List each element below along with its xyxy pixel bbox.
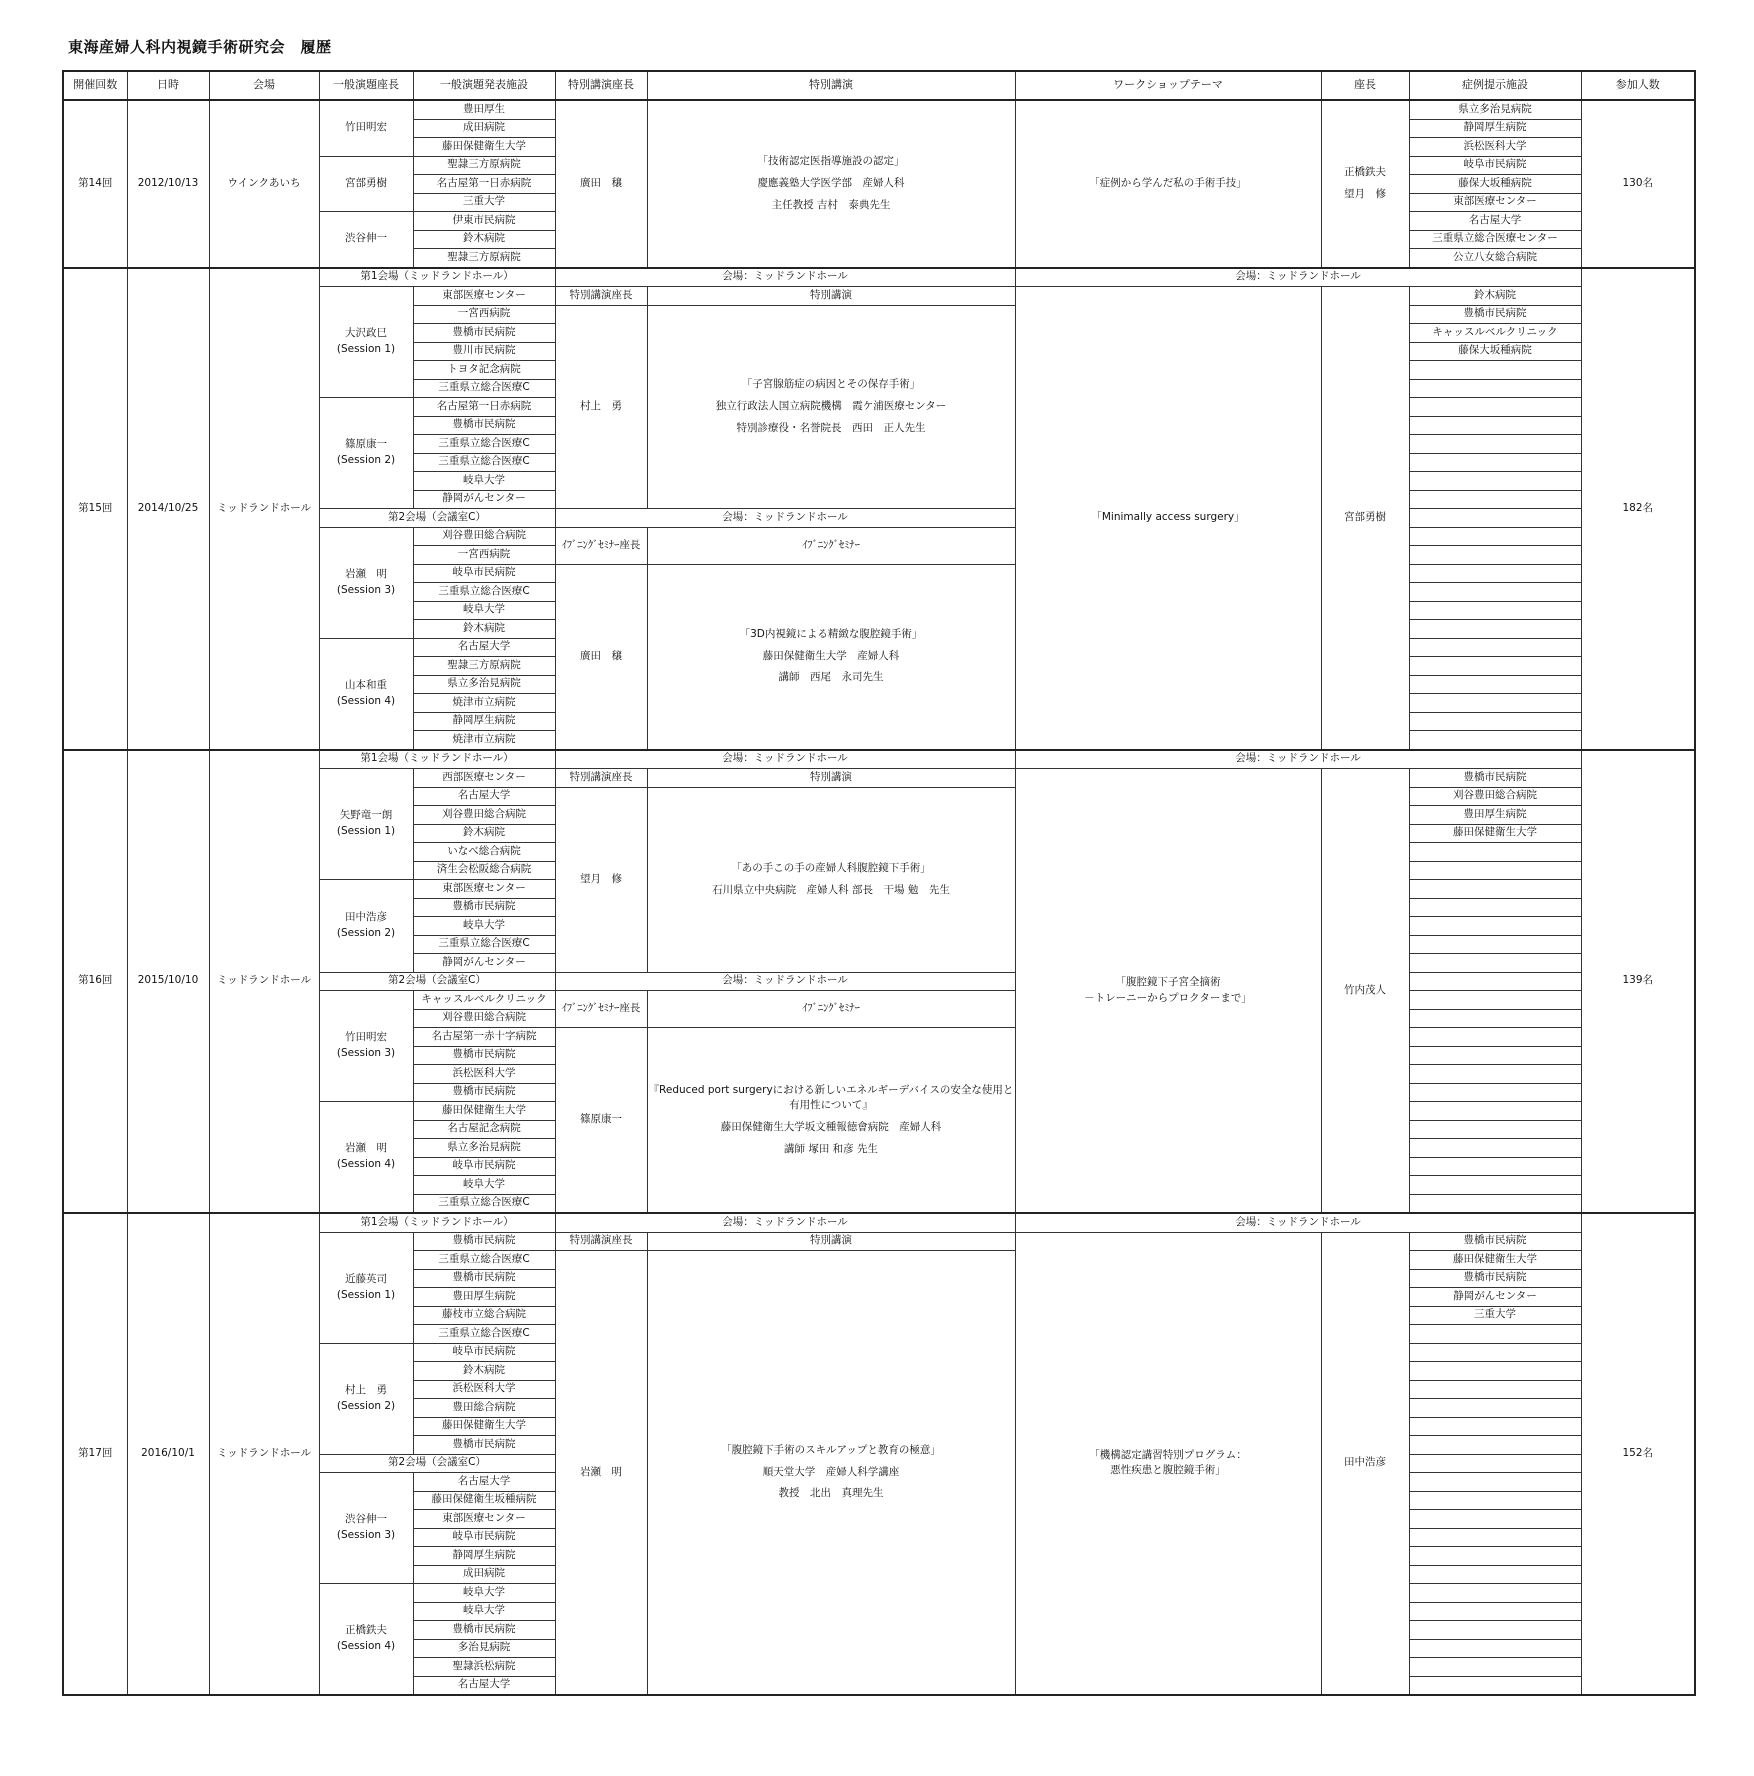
presenting-institution: 鈴木病院: [413, 1362, 555, 1381]
case-institution: 三重県立総合医療センター: [1409, 230, 1581, 249]
case-institution: [1409, 416, 1581, 435]
case-institution: 浜松医科大学: [1409, 138, 1581, 157]
presenting-institution: 豊橋市民病院: [413, 1436, 555, 1455]
presenting-institution: 静岡がんセンター: [413, 490, 555, 509]
hall-label: 第1会場（ミッドランドホール）: [319, 268, 555, 287]
case-institution: [1409, 991, 1581, 1010]
presenting-institution: 豊橋市民病院: [413, 1621, 555, 1640]
workshop-theme: 「症例から学んだ私の手術手技」: [1015, 100, 1321, 268]
special-lecture-chair: 村上 勇: [555, 305, 647, 509]
venue-note: 会場：ミッドランドホール: [555, 268, 1015, 287]
presenting-institution: 藤田保健衛生大学: [413, 1417, 555, 1436]
hall-label: 第1会場（ミッドランドホール）: [319, 750, 555, 769]
workshop-chair: [1321, 100, 1409, 268]
meeting-date: 2014/10/25: [127, 268, 209, 750]
case-institution: [1409, 1176, 1581, 1195]
presenting-institution: 済生会松阪総合病院: [413, 861, 555, 880]
attendance-count: 152名: [1581, 1213, 1695, 1695]
special-lecture-chair: 望月 修: [555, 787, 647, 972]
special-lecture-chair: 廣田 穣: [555, 100, 647, 268]
meeting-date: 2015/10/10: [127, 750, 209, 1214]
presenting-institution: 三重県立総合医療C: [413, 1194, 555, 1213]
header-cell: 参加人数: [1581, 71, 1695, 100]
evening-seminar-line: 講師 西尾 永司先生: [778, 671, 884, 684]
case-institution: [1409, 1102, 1581, 1121]
presenting-institution: 三重県立総合医療C: [413, 1251, 555, 1270]
case-institution: [1409, 1343, 1581, 1362]
workshop-theme: 「腹腔鏡下子宮全摘術 －トレーニーからプロクターまで」: [1015, 769, 1321, 1214]
case-institution: [1409, 546, 1581, 565]
presenting-institution: 豊橋市民病院: [413, 416, 555, 435]
case-institution: 藤保大坂種病院: [1409, 175, 1581, 194]
case-institution: [1409, 675, 1581, 694]
case-institution: 豊田厚生病院: [1409, 806, 1581, 825]
case-institution: 県立多治見病院: [1409, 100, 1581, 119]
case-institution: [1409, 843, 1581, 862]
presenting-institution: 三重県立総合医療C: [413, 379, 555, 398]
venue-note: 会場：ミッドランドホール: [1015, 750, 1581, 769]
workshop-theme: 「Minimally access surgery」: [1015, 287, 1321, 750]
special-lecture-chair-label: 特別講演座長: [555, 287, 647, 306]
case-institution: [1409, 731, 1581, 750]
venue-note: 会場：ミッドランドホール: [555, 972, 1015, 991]
case-institution: [1409, 1454, 1581, 1473]
workshop-chair: 田中浩彦: [1321, 1232, 1409, 1695]
header-cell: 会場: [209, 71, 319, 100]
session-chair: 岩瀬 明 (Session 4): [319, 1102, 413, 1214]
case-institution: [1409, 1139, 1581, 1158]
presenting-institution: 浜松医科大学: [413, 1065, 555, 1084]
special-lecture-line: 順天堂大学 産婦人科学講座: [762, 1465, 900, 1478]
case-institution: 藤田保健衛生大学: [1409, 824, 1581, 843]
presenting-institution: 三重大学: [413, 193, 555, 212]
presenting-institution: 静岡厚生病院: [413, 1547, 555, 1566]
case-institution: [1409, 1325, 1581, 1344]
session-chair: 矢野竜一朗 (Session 1): [319, 769, 413, 880]
header-cell: 症例提示施設: [1409, 71, 1581, 100]
presenting-institution: 豊橋市民病院: [413, 1046, 555, 1065]
table-row: [63, 750, 1695, 769]
workshop-chair-line: 正橋鉄夫: [1344, 166, 1386, 178]
workshop-theme: 「機構認定講習特別プログラム： 悪性疾患と腹腔鏡手術」: [1015, 1232, 1321, 1695]
case-institution: [1409, 1584, 1581, 1603]
case-institution: [1409, 1194, 1581, 1213]
special-lecture-label: 特別講演: [647, 1232, 1015, 1251]
special-lecture-chair-label: 特別講演座長: [555, 769, 647, 788]
case-institution: 藤田保健衛生大学: [1409, 1251, 1581, 1270]
evening-seminar: [647, 564, 1015, 750]
presenting-institution: 三重県立総合医療C: [413, 935, 555, 954]
header-cell: 特別講演座長: [555, 71, 647, 100]
case-institution: 三重大学: [1409, 1306, 1581, 1325]
session-chair: 大沢政巳 (Session 1): [319, 287, 413, 398]
case-institution: [1409, 472, 1581, 491]
presenting-institution: 聖隷三方原病院: [413, 657, 555, 676]
presenting-institution: 刈谷豊田総合病院: [413, 527, 555, 546]
case-institution: 静岡厚生病院: [1409, 119, 1581, 138]
presenting-institution: 東部医療センター: [413, 287, 555, 306]
meeting-number: 第17回: [63, 1213, 127, 1695]
presenting-institution: 岐阜大学: [413, 1584, 555, 1603]
presenting-institution: 豊田厚生: [413, 100, 555, 119]
presenting-institution: 岐阜大学: [413, 1176, 555, 1195]
evening-seminar-label: ｲﾌﾞﾆﾝｸﾞｾﾐﾅｰ: [647, 527, 1015, 564]
page-title: 東海産婦人科内視鏡手術研究会 履歴: [68, 38, 332, 56]
case-institution: [1409, 1658, 1581, 1677]
presenting-institution: 名古屋第一日赤病院: [413, 175, 555, 194]
special-lecture-line: 「子宮腺筋症の病因とその保存手術」: [741, 378, 921, 391]
case-institution: [1409, 509, 1581, 528]
session-chair: 竹田明宏 (Session 3): [319, 991, 413, 1102]
case-institution: [1409, 694, 1581, 713]
presenting-institution: 鈴木病院: [413, 230, 555, 249]
venue-note: 会場：ミッドランドホール: [1015, 268, 1581, 287]
presenting-institution: 西部医療センター: [413, 769, 555, 788]
presenting-institution: 鈴木病院: [413, 824, 555, 843]
case-institution: [1409, 1417, 1581, 1436]
presenting-institution: 伊東市民病院: [413, 212, 555, 231]
session-chair: 竹田明宏: [319, 100, 413, 156]
case-institution: 藤保大坂種病院: [1409, 342, 1581, 361]
hall-label: 第2会場（会議室C）: [319, 1454, 555, 1473]
presenting-institution: 三重県立総合医療C: [413, 453, 555, 472]
session-chair: 篠原康一 (Session 2): [319, 398, 413, 509]
case-institution: [1409, 1120, 1581, 1139]
header-cell: ワークショップテーマ: [1015, 71, 1321, 100]
case-institution: [1409, 1065, 1581, 1084]
case-institution: 豊橋市民病院: [1409, 1269, 1581, 1288]
workshop-chair: 宮部勇樹: [1321, 287, 1409, 750]
presenting-institution: キャッスルベルクリニック: [413, 991, 555, 1010]
special-lecture-chair-label: 特別講演座長: [555, 1232, 647, 1251]
presenting-institution: 岐阜市民病院: [413, 1343, 555, 1362]
presenting-institution: 三重県立総合医療C: [413, 1325, 555, 1344]
case-institution: [1409, 583, 1581, 602]
presenting-institution: 豊橋市民病院: [413, 324, 555, 343]
case-institution: [1409, 898, 1581, 917]
special-lecture-line: 石川県立中央病院 産婦人科 部長 干場 勉 先生: [712, 883, 950, 896]
presenting-institution: 岐阜大学: [413, 1602, 555, 1621]
special-lecture-label: 特別講演: [647, 287, 1015, 306]
case-institution: [1409, 1028, 1581, 1047]
hall-label: 第1会場（ミッドランドホール）: [319, 1213, 555, 1232]
case-institution: [1409, 638, 1581, 657]
presenting-institution: 三重県立総合医療C: [413, 583, 555, 602]
session-chair: 山本和重 (Session 4): [319, 638, 413, 750]
presenting-institution: 岐阜大学: [413, 601, 555, 620]
hall-label: 第2会場（会議室C）: [319, 509, 555, 528]
special-lecture-line: 「腹腔鏡下手術のスキルアップと教育の極意」: [721, 1443, 941, 1456]
presenting-institution: 名古屋大学: [413, 1473, 555, 1492]
evening-seminar-line: 「3D内視鏡による精緻な腹腔鏡手術」: [739, 627, 923, 640]
table-row: [63, 1213, 1695, 1232]
table-row: [63, 100, 1695, 119]
presenting-institution: 焼津市立病院: [413, 731, 555, 750]
presenting-institution: いなべ総合病院: [413, 843, 555, 862]
special-lecture-line: 慶應義塾大学医学部 産婦人科: [757, 176, 905, 189]
case-institution: [1409, 601, 1581, 620]
session-chair: 岩瀬 明 (Session 3): [319, 527, 413, 638]
special-lecture-line: 教授 北出 真理先生: [778, 1487, 884, 1500]
meeting-venue: ミッドランドホール: [209, 1213, 319, 1695]
presenting-institution: 名古屋大学: [413, 1676, 555, 1695]
workshop-chair: 竹内茂人: [1321, 769, 1409, 1214]
presenting-institution: 豊橋市民病院: [413, 1083, 555, 1102]
venue-note: 会場：ミッドランドホール: [555, 750, 1015, 769]
evening-seminar: [647, 1028, 1015, 1214]
case-institution: 公立八女総合病院: [1409, 249, 1581, 268]
case-institution: [1409, 1565, 1581, 1584]
presenting-institution: 東部医療センター: [413, 1510, 555, 1529]
header-cell: 一般演題座長: [319, 71, 413, 100]
presenting-institution: 藤田保健衛生大学: [413, 1102, 555, 1121]
presenting-institution: 刈谷豊田総合病院: [413, 806, 555, 825]
case-institution: [1409, 435, 1581, 454]
evening-seminar-line: 藤田保健衛生大学坂文種報徳會病院 産婦人科: [720, 1121, 942, 1133]
hall-label: 第2会場（会議室C）: [319, 972, 555, 991]
presenting-institution: 岐阜大学: [413, 917, 555, 936]
meeting-date: 2012/10/13: [127, 100, 209, 268]
presenting-institution: トヨタ記念病院: [413, 361, 555, 380]
header-cell: 一般演題発表施設: [413, 71, 555, 100]
presenting-institution: 聖隷浜松病院: [413, 1658, 555, 1677]
header-cell: 日時: [127, 71, 209, 100]
presenting-institution: 浜松医科大学: [413, 1380, 555, 1399]
presenting-institution: 一宮西病院: [413, 305, 555, 324]
meeting-venue: ミッドランドホール: [209, 268, 319, 750]
special-lecture-chair: 岩瀬 明: [555, 1251, 647, 1696]
special-lecture-line: 特別診療役・名誉院長 西田 正人先生: [736, 421, 926, 434]
history-table: [62, 70, 1696, 1696]
case-institution: [1409, 954, 1581, 973]
case-institution: [1409, 1436, 1581, 1455]
case-institution: [1409, 620, 1581, 639]
presenting-institution: 岐阜市民病院: [413, 1157, 555, 1176]
presenting-institution: 刈谷豊田総合病院: [413, 1009, 555, 1028]
evening-seminar-chair-label: ｲﾌﾞﾆﾝｸﾞｾﾐﾅｰ座長: [555, 527, 647, 564]
special-lecture: [647, 1251, 1015, 1696]
special-lecture-line: 「あの手この手の産婦人科腹腔鏡下手術」: [731, 861, 931, 874]
presenting-institution: 一宮西病院: [413, 546, 555, 565]
presenting-institution: 東部医療センター: [413, 880, 555, 899]
presenting-institution: 県立多治見病院: [413, 675, 555, 694]
case-institution: [1409, 1399, 1581, 1418]
case-institution: [1409, 379, 1581, 398]
case-institution: [1409, 1510, 1581, 1529]
session-chair: 渋谷伸一: [319, 212, 413, 268]
meeting-number: 第15回: [63, 268, 127, 750]
header-cell: 座長: [1321, 71, 1409, 100]
meeting-number: 第14回: [63, 100, 127, 268]
evening-seminar-label: ｲﾌﾞﾆﾝｸﾞｾﾐﾅｰ: [647, 991, 1015, 1028]
case-institution: [1409, 1046, 1581, 1065]
session-chair: 宮部勇樹: [319, 156, 413, 212]
evening-seminar-chair-label: ｲﾌﾞﾆﾝｸﾞｾﾐﾅｰ座長: [555, 991, 647, 1028]
case-institution: [1409, 1547, 1581, 1566]
presenting-institution: 岐阜市民病院: [413, 564, 555, 583]
workshop-chair-line: 望月 修: [1344, 187, 1386, 200]
presenting-institution: 成田病院: [413, 1565, 555, 1584]
special-lecture-label: 特別講演: [647, 769, 1015, 788]
presenting-institution: 藤田保健衛生大学: [413, 138, 555, 157]
presenting-institution: 岐阜市民病院: [413, 1528, 555, 1547]
presenting-institution: 豊田総合病院: [413, 1399, 555, 1418]
presenting-institution: 県立多治見病院: [413, 1139, 555, 1158]
case-institution: 東部医療センター: [1409, 193, 1581, 212]
case-institution: [1409, 1083, 1581, 1102]
presenting-institution: 豊橋市民病院: [413, 1232, 555, 1251]
evening-seminar-chair: 廣田 穣: [555, 564, 647, 750]
case-institution: [1409, 880, 1581, 899]
header-cell: 開催回数: [63, 71, 127, 100]
header-cell: 特別講演: [647, 71, 1015, 100]
case-institution: [1409, 917, 1581, 936]
case-institution: キャッスルベルクリニック: [1409, 324, 1581, 343]
evening-seminar-line: 藤田保健衛生大学 産婦人科: [762, 649, 900, 662]
case-institution: [1409, 1473, 1581, 1492]
meeting-venue: ウインクあいち: [209, 100, 319, 268]
meeting-date: 2016/10/1: [127, 1213, 209, 1695]
session-chair: 正橋鉄夫 (Session 4): [319, 1584, 413, 1696]
case-institution: [1409, 1639, 1581, 1658]
presenting-institution: 名古屋記念病院: [413, 1120, 555, 1139]
case-institution: 豊橋市民病院: [1409, 769, 1581, 788]
venue-note: 会場：ミッドランドホール: [1015, 1213, 1581, 1232]
presenting-institution: 藤田保健衛生坂種病院: [413, 1491, 555, 1510]
presenting-institution: 静岡厚生病院: [413, 712, 555, 731]
case-institution: 豊橋市民病院: [1409, 305, 1581, 324]
case-institution: [1409, 527, 1581, 546]
evening-seminar-line: 『Reduced port surgeryにおける新しいエネルギーデバイスの安全な使用と有用性について』: [648, 1083, 1014, 1112]
presenting-institution: 名古屋第一赤十字病院: [413, 1028, 555, 1047]
case-institution: [1409, 1621, 1581, 1640]
case-institution: [1409, 453, 1581, 472]
presenting-institution: 豊田厚生病院: [413, 1288, 555, 1307]
presenting-institution: 豊橋市民病院: [413, 1269, 555, 1288]
meeting-number: 第16回: [63, 750, 127, 1214]
evening-seminar-line: 講師 塚田 和彦 先生: [783, 1142, 878, 1155]
case-institution: [1409, 1362, 1581, 1381]
presenting-institution: 名古屋第一日赤病院: [413, 398, 555, 417]
special-lecture: [647, 305, 1015, 509]
case-institution: [1409, 712, 1581, 731]
case-institution: [1409, 361, 1581, 380]
case-institution: [1409, 490, 1581, 509]
case-institution: [1409, 1528, 1581, 1547]
attendance-count: 139名: [1581, 750, 1695, 1214]
presenting-institution: 岐阜大学: [413, 472, 555, 491]
meeting-venue: ミッドランドホール: [209, 750, 319, 1214]
presenting-institution: 豊川市民病院: [413, 342, 555, 361]
special-lecture-line: 主任教授 吉村 泰典先生: [771, 198, 891, 211]
case-institution: [1409, 398, 1581, 417]
case-institution: [1409, 564, 1581, 583]
table-row: [63, 268, 1695, 287]
case-institution: [1409, 935, 1581, 954]
case-institution: [1409, 972, 1581, 991]
case-institution: [1409, 1676, 1581, 1695]
venue-note: 会場：ミッドランドホール: [555, 509, 1015, 528]
session-chair: 近藤英司 (Session 1): [319, 1232, 413, 1343]
case-institution: [1409, 1380, 1581, 1399]
case-institution: [1409, 861, 1581, 880]
case-institution: [1409, 1009, 1581, 1028]
case-institution: [1409, 1491, 1581, 1510]
case-institution: [1409, 657, 1581, 676]
case-institution: 刈谷豊田総合病院: [1409, 787, 1581, 806]
presenting-institution: 聖隷三方原病院: [413, 156, 555, 175]
presenting-institution: 豊橋市民病院: [413, 898, 555, 917]
case-institution: 静岡がんセンター: [1409, 1288, 1581, 1307]
case-institution: 鈴木病院: [1409, 287, 1581, 306]
attendance-count: 130名: [1581, 100, 1695, 268]
presenting-institution: 名古屋大学: [413, 787, 555, 806]
special-lecture-line: 「技術認定医指導施設の認定」: [757, 155, 905, 168]
special-lecture-line: 独立行政法人国立病院機構 霞ケ浦医療センター: [715, 399, 947, 412]
case-institution: 岐阜市民病院: [1409, 156, 1581, 175]
case-institution: 名古屋大学: [1409, 212, 1581, 231]
header-row: [63, 71, 1695, 100]
presenting-institution: 多治見病院: [413, 1639, 555, 1658]
presenting-institution: 聖隷三方原病院: [413, 249, 555, 268]
presenting-institution: 成田病院: [413, 119, 555, 138]
case-institution: [1409, 1602, 1581, 1621]
session-chair: 村上 勇 (Session 2): [319, 1343, 413, 1454]
presenting-institution: 藤枝市立総合病院: [413, 1306, 555, 1325]
session-chair: 田中浩彦 (Session 2): [319, 880, 413, 973]
presenting-institution: 焼津市立病院: [413, 694, 555, 713]
attendance-count: 182名: [1581, 268, 1695, 750]
evening-seminar-chair: 篠原康一: [555, 1028, 647, 1214]
special-lecture: [647, 100, 1015, 268]
presenting-institution: 三重県立総合医療C: [413, 435, 555, 454]
presenting-institution: 静岡がんセンター: [413, 954, 555, 973]
presenting-institution: 名古屋大学: [413, 638, 555, 657]
presenting-institution: 鈴木病院: [413, 620, 555, 639]
session-chair: 渋谷伸一 (Session 3): [319, 1473, 413, 1584]
special-lecture: [647, 787, 1015, 972]
venue-note: 会場：ミッドランドホール: [555, 1213, 1015, 1232]
case-institution: [1409, 1157, 1581, 1176]
case-institution: 豊橋市民病院: [1409, 1232, 1581, 1251]
